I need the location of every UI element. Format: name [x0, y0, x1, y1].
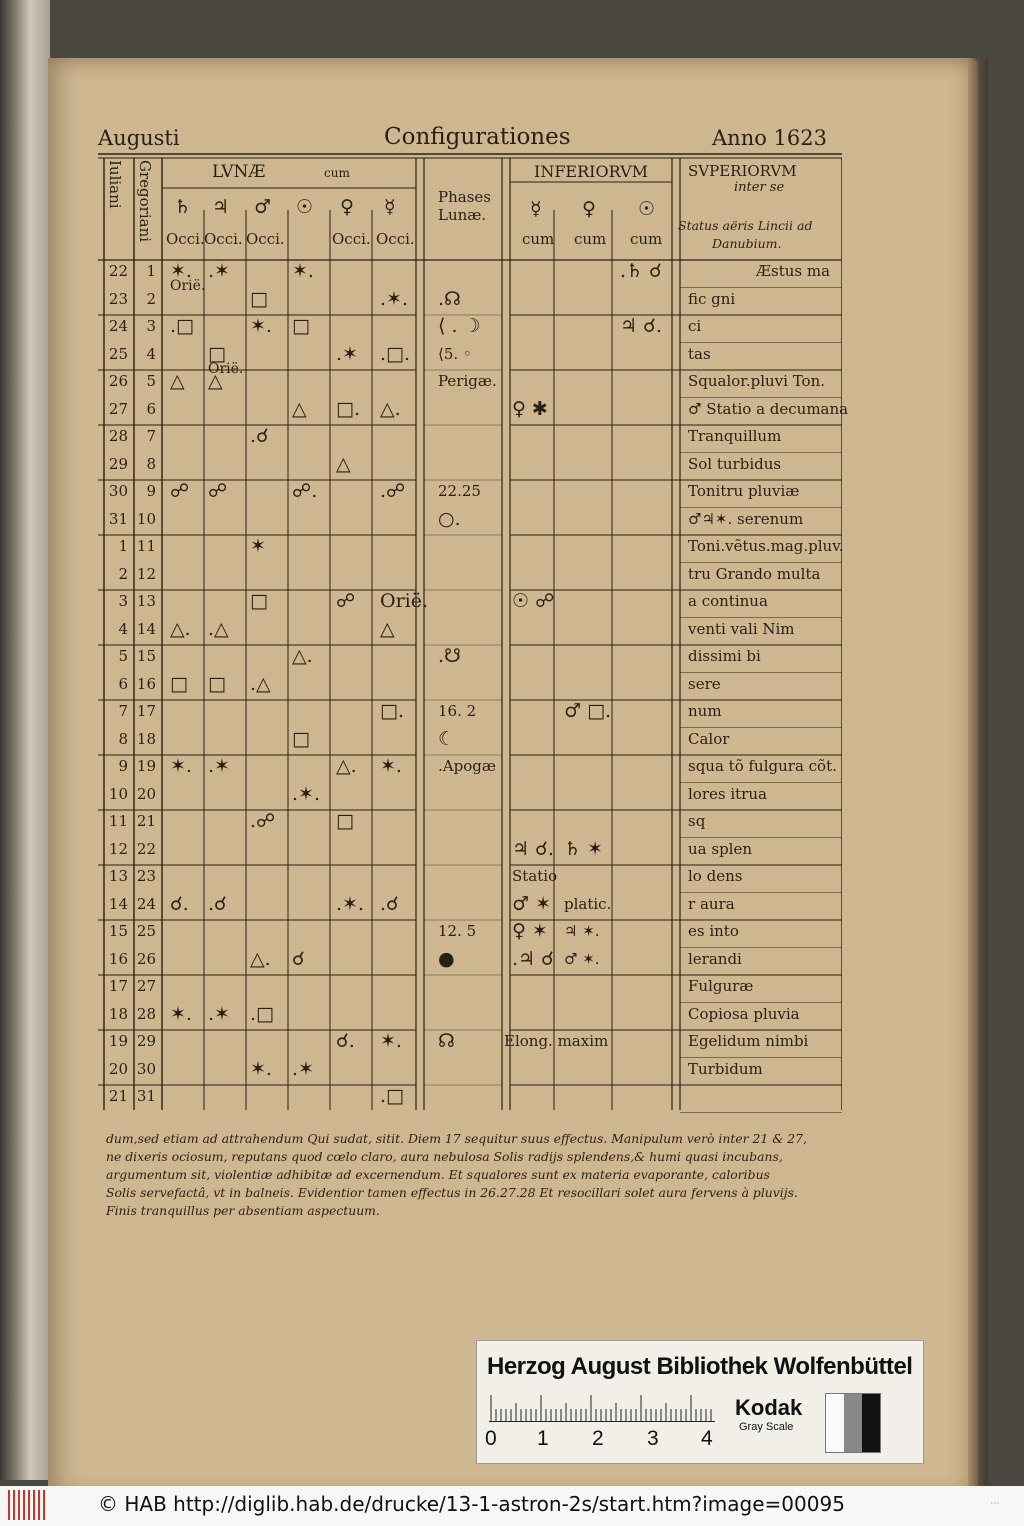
- lunar-aspect: .✶: [208, 1002, 230, 1025]
- planet-heading-5: ☿: [384, 196, 396, 218]
- gregoriani-day: 18: [136, 729, 156, 748]
- iuliani-day: 13: [108, 867, 128, 885]
- inferior-aspect: ♃ ☌.: [620, 315, 662, 337]
- lunar-aspect: △.: [250, 947, 271, 970]
- iuliani-day: 22: [108, 262, 128, 280]
- lunar-phase: ☾: [438, 727, 456, 750]
- inferior-aspect: ♃ ✶.: [564, 922, 600, 940]
- lunar-aspect: .△: [250, 672, 271, 695]
- inferiorum-label: INFERIORVM: [534, 162, 648, 181]
- lunar-aspect: △: [380, 617, 395, 640]
- lunar-phase: ●: [438, 947, 455, 970]
- col-gregoriani: [134, 160, 156, 260]
- iuliani-label: Iuliani: [106, 160, 124, 209]
- inferior-aspect: ♀ ✶: [512, 920, 548, 942]
- lunar-aspect: .☍: [250, 810, 276, 832]
- iuliani-day: 31: [108, 509, 128, 528]
- lunar-aspect: □: [292, 727, 310, 750]
- lunar-aspect: .✶: [336, 342, 358, 365]
- weather-note: fic gni: [688, 289, 736, 308]
- inferior-cum-label: cum: [574, 230, 607, 248]
- inferior-aspect: .♄ ☌: [620, 260, 662, 282]
- lunar-aspect: ✶.: [170, 1002, 192, 1025]
- lunar-phase: ☊: [438, 1030, 455, 1052]
- lunar-aspect: ☌: [292, 947, 305, 970]
- weather-note: venti vali Nim: [688, 619, 795, 638]
- lunar-aspect: .△: [208, 617, 229, 640]
- lunar-aspect: .✶.: [336, 892, 364, 915]
- weather-note: Fulguræ: [688, 977, 754, 995]
- gregoriani-day: 4: [146, 344, 156, 363]
- weather-note: a continua: [688, 592, 768, 610]
- inferior-aspect: ♂ ✶.: [564, 949, 600, 968]
- weather-note: ua splen: [688, 839, 753, 858]
- inferior-aspect: ♄ ✶: [564, 837, 603, 860]
- iuliani-day: 11: [108, 812, 128, 830]
- inferior-cum-label: cum: [522, 230, 555, 248]
- iuliani-day: 24: [108, 317, 128, 335]
- weather-note: Tranquillum: [688, 427, 782, 445]
- lunar-aspect: Orië.: [170, 278, 206, 294]
- gregoriani-day: 6: [146, 399, 156, 418]
- ruler-tick-label: 4: [701, 1427, 713, 1450]
- ruler-scale: [489, 1393, 715, 1422]
- lunar-phase: .☋: [438, 645, 461, 667]
- lunar-phase: ○.: [438, 507, 461, 530]
- lunar-aspect: □: [170, 672, 188, 695]
- gregoriani-day: 14: [136, 619, 156, 638]
- lunar-phase: .☊: [438, 287, 461, 310]
- gray-patch-mid: [844, 1394, 862, 1452]
- lunar-aspect: ☍: [208, 480, 228, 502]
- inferior-planet-heading: ☿: [530, 198, 542, 220]
- iuliani-day: 12: [108, 839, 128, 858]
- lunar-aspect: .☍: [380, 480, 406, 502]
- weather-note: es into: [688, 922, 739, 940]
- lunar-aspect: .☌: [208, 892, 227, 915]
- lunar-aspect: □: [208, 672, 226, 695]
- occi-label: Occi.: [376, 230, 415, 248]
- lunar-aspect: □: [336, 810, 354, 832]
- lunar-aspect: .✶.: [380, 287, 408, 310]
- weather-note: ♂ Statio a decumana: [688, 399, 849, 418]
- weather-note: Toni.vẽtus.mag.pluv.: [688, 537, 844, 555]
- inferior-planet-heading: ☉: [638, 198, 656, 220]
- gregoriani-day: 25: [136, 922, 156, 940]
- iuliani-day: 23: [108, 289, 128, 308]
- gregoriani-day: 10: [136, 509, 156, 528]
- gregoriani-day: 8: [146, 454, 156, 473]
- status-label-2: Danubium.: [712, 236, 782, 251]
- gregoriani-day: 27: [136, 977, 156, 995]
- kodak-logo: Kodak: [735, 1395, 803, 1420]
- gregoriani-day: 26: [136, 949, 156, 968]
- iuliani-day: 8: [118, 729, 128, 748]
- library-name: Herzog August Bibliothek Wolfenbüttel: [487, 1353, 913, 1380]
- copyright-link[interactable]: © HAB http://diglib.hab.de/drucke/13-1-astron-2s/start.htm?image=00095: [98, 1492, 845, 1516]
- lunar-phase: ⟨5. ◦: [438, 344, 472, 363]
- gregoriani-day: 21: [136, 812, 156, 830]
- lunar-aspect: Orië.: [208, 360, 244, 377]
- header-month: Augusti: [98, 126, 180, 150]
- iuliani-day: 20: [108, 1059, 128, 1078]
- lunar-aspect: Orië.: [380, 590, 429, 612]
- iuliani-day: 17: [108, 977, 128, 995]
- lunar-phase: ⟨ . ☽: [438, 315, 481, 337]
- gregoriani-day: 15: [136, 647, 156, 665]
- inferior-planet-heading: ♀: [582, 198, 596, 220]
- lunar-aspect: ☌.: [336, 1030, 355, 1052]
- inferior-aspect: ♀ ✱: [512, 397, 548, 420]
- gray-patch-white: [826, 1394, 844, 1452]
- iuliani-day: 10: [108, 784, 128, 803]
- gregoriani-day: 1: [146, 262, 156, 280]
- iuliani-day: 7: [118, 702, 128, 720]
- lunar-aspect: □: [208, 342, 226, 365]
- iuliani-day: 5: [118, 647, 128, 665]
- col-iuliani: [104, 160, 126, 260]
- gregoriani-day: 3: [146, 317, 156, 335]
- weather-note: squa tõ fulgura cõt.: [688, 757, 837, 775]
- lunar-aspect: .□.: [380, 342, 411, 365]
- lunar-aspect: △.: [336, 755, 357, 777]
- iuliani-day: 19: [108, 1032, 128, 1050]
- lunar-aspect: .✶.: [292, 782, 320, 805]
- gregoriani-day: 29: [136, 1032, 156, 1050]
- lunar-aspect: ✶.: [380, 1030, 402, 1052]
- weather-note: tru Grando multa: [688, 564, 821, 583]
- iuliani-day: 14: [108, 894, 128, 913]
- weather-note: sq: [688, 812, 706, 830]
- lunar-aspect: □: [292, 315, 310, 337]
- lunar-aspect: △.: [380, 397, 401, 420]
- lunar-phase: 16. 2: [438, 702, 477, 720]
- iuliani-day: 27: [108, 399, 128, 418]
- lunar-aspect: ✶.: [250, 1057, 272, 1080]
- iuliani-day: 9: [118, 757, 128, 775]
- lunar-aspect: ✶.: [380, 755, 402, 777]
- gregoriani-day: 31: [136, 1087, 156, 1105]
- ruler-tick-label: 1: [537, 1427, 549, 1450]
- inferior-aspect: platic.: [564, 894, 612, 913]
- gregoriani-day: 28: [136, 1004, 156, 1023]
- lunar-aspect: □.: [336, 397, 360, 420]
- lunar-aspect: .✶: [208, 755, 230, 777]
- lunar-phase: Perigæ.: [438, 372, 497, 390]
- iuliani-day: 21: [108, 1087, 128, 1105]
- planet-heading-1: ♃: [212, 196, 230, 218]
- inferior-aspect: ☉ ☍: [512, 590, 555, 612]
- lunar-aspect: △: [208, 370, 223, 392]
- gregoriani-day: 17: [136, 702, 156, 720]
- lunar-aspect: ✶.: [292, 260, 314, 282]
- footnote-line: ne dixeris ociosum, reputans quod cœlo claro, aura nebulosa Solis radijs splendens,& humi quasi incubans,: [106, 1149, 783, 1164]
- inferior-aspect: Statio: [512, 867, 558, 885]
- ruler-tick-label: 2: [592, 1427, 604, 1450]
- gregoriani-day: 12: [136, 564, 156, 583]
- iuliani-day: 29: [108, 454, 128, 473]
- occi-label: Occi.: [332, 230, 371, 248]
- weather-note: r aura: [688, 894, 735, 913]
- ruler-numbers: [485, 1427, 725, 1451]
- weather-note: lerandi: [688, 949, 742, 968]
- weather-note: Squalor.pluvi Ton.: [688, 372, 825, 390]
- lunar-aspect: .☌: [380, 892, 399, 915]
- weather-note: Copiosa pluvia: [688, 1004, 800, 1023]
- weather-note: Sol turbidus: [688, 454, 782, 473]
- gregoriani-day: 16: [136, 674, 156, 693]
- lunar-phase: 22.25: [438, 482, 481, 500]
- gregoriani-day: 2: [146, 289, 156, 308]
- iuliani-day: 6: [118, 674, 128, 693]
- weather-note: Tonitru pluviæ: [688, 482, 800, 500]
- header-year: Anno 1623: [712, 126, 827, 150]
- lunar-aspect: ✶.: [250, 315, 272, 337]
- weather-note: Egelidum nimbi: [688, 1032, 809, 1050]
- weather-note: dissimi bi: [688, 647, 761, 665]
- lunae-label: LVNÆ: [212, 162, 266, 182]
- lunar-aspect: △: [292, 397, 307, 420]
- page-shadow: [968, 58, 988, 1498]
- gregoriani-day: 22: [136, 839, 156, 858]
- footnote-line: argumentum sit, violentiæ adhibitæ ad excernendum. Et squalores sunt ex materia evaporante, caloribus: [106, 1167, 770, 1182]
- lunar-aspect: ✶: [250, 535, 266, 557]
- lunar-aspect: ☌.: [170, 892, 189, 915]
- inferior-aspect: .♃ ☌: [512, 947, 554, 970]
- inter-se-label: inter se: [734, 180, 785, 195]
- left-page-edge: [0, 0, 50, 1480]
- gregoriani-day: 9: [146, 482, 156, 500]
- gregoriani-day: 11: [136, 537, 156, 555]
- footnote-line: dum,sed etiam ad attrahendum Qui sudat, sitit. Diem 17 sequitur suus effectus. Manipulum verò inter 21 & 27,: [106, 1131, 807, 1146]
- gregoriani-day: 20: [136, 784, 156, 803]
- occi-label: Occi.: [246, 230, 285, 248]
- phases-lunae-label: Lunæ.: [438, 206, 487, 224]
- gregoriani-day: 19: [136, 757, 156, 775]
- lunar-aspect: .✶: [208, 260, 230, 282]
- lunar-aspect: △: [336, 452, 351, 475]
- iuliani-day: 30: [108, 482, 128, 500]
- hab-barcode-icon: [8, 1490, 46, 1520]
- lunar-aspect: ☍.: [292, 480, 318, 502]
- lunar-phase: .Apogæ: [438, 757, 496, 775]
- lunar-aspect: △.: [170, 617, 191, 640]
- gregoriani-day: 13: [136, 592, 156, 610]
- occi-label: Occi.: [204, 230, 243, 248]
- header-title: Configurationes: [384, 124, 571, 150]
- planet-heading-2: ♂: [254, 196, 272, 218]
- iuliani-day: 16: [108, 949, 128, 968]
- ruler-tick-label: 0: [485, 1427, 497, 1450]
- gray-scale-label: Gray Scale: [739, 1421, 794, 1433]
- iuliani-day: 18: [108, 1004, 128, 1023]
- occi-label: Occi.: [166, 230, 205, 248]
- lunar-aspect: □: [250, 287, 268, 310]
- lunar-aspect: ☍: [336, 590, 356, 612]
- lunar-phase: 12. 5: [438, 922, 477, 940]
- lunar-aspect: .☌: [250, 425, 269, 447]
- footnote-line: Solis servefactâ, vt in balneis. Evidentior tamen effectus in 26.27.28 Et resocillari solet aura fervens à pluvijs.: [106, 1185, 798, 1200]
- lunar-aspect: .□: [170, 315, 194, 337]
- gray-patch-black: [862, 1394, 880, 1452]
- iuliani-day: 26: [108, 372, 128, 390]
- lunar-aspect: △: [170, 370, 185, 392]
- iuliani-day: 1: [118, 537, 128, 555]
- lunar-aspect: .✶: [292, 1057, 314, 1080]
- gregoriani-day: 7: [146, 427, 156, 445]
- iuliani-day: 28: [108, 427, 128, 445]
- lunar-aspect: △.: [292, 645, 313, 667]
- inferior-cum-label: cum: [630, 230, 663, 248]
- weather-note: lo dens: [688, 867, 743, 885]
- inferior-aspect: ♃ ☌.: [512, 837, 554, 860]
- ruler-tick-label: 3: [647, 1427, 659, 1450]
- library-color-card: [476, 1340, 924, 1464]
- weather-note: ♂♃✶. serenum: [688, 509, 804, 528]
- gregoriani-day: 30: [136, 1059, 156, 1078]
- weather-note: lores itrua: [688, 784, 767, 803]
- footnote-line: Finis tranquillus per absentiam aspectuum.: [106, 1203, 380, 1218]
- lunar-aspect: ☍: [170, 480, 190, 502]
- iuliani-day: 2: [118, 564, 128, 583]
- iuliani-day: 25: [108, 344, 128, 363]
- gregoriani-day: 23: [136, 867, 156, 885]
- status-label-1: Status aëris Lincii ad: [678, 218, 813, 233]
- weather-note: sere: [688, 674, 721, 693]
- inferior-aspect: Elong. maxim: [504, 1032, 609, 1050]
- lunar-aspect: ✶.: [170, 260, 192, 282]
- gregoriani-day: 24: [136, 894, 156, 913]
- iuliani-day: 15: [108, 922, 128, 940]
- weather-note: tas: [688, 344, 711, 363]
- planet-heading-3: ☉: [296, 196, 314, 218]
- weather-note: Calor: [688, 729, 730, 748]
- weather-note: ci: [688, 317, 702, 335]
- weather-note: Turbidum: [688, 1059, 763, 1078]
- superiorum-label: SVPERIORVM: [688, 162, 797, 180]
- lunar-aspect: □: [250, 590, 268, 612]
- planet-heading-0: ♄: [174, 196, 192, 218]
- lunar-aspect: .□: [380, 1085, 404, 1107]
- gray-patches: [825, 1393, 881, 1453]
- inferior-aspect: ♂ □.: [564, 700, 612, 722]
- lunar-aspect: □.: [380, 700, 404, 722]
- weather-note: num: [688, 702, 722, 720]
- inferior-aspect: ♂ ✶: [512, 892, 551, 915]
- iuliani-day: 4: [118, 619, 128, 638]
- dots-icon: ⋯: [990, 1498, 1000, 1509]
- lunar-aspect: ✶.: [170, 755, 192, 777]
- iuliani-day: 3: [118, 592, 128, 610]
- gregoriani-label: Gregoriani: [136, 160, 154, 243]
- lunae-cum-label: cum: [324, 166, 350, 180]
- phases-label: Phases: [438, 188, 491, 206]
- planet-heading-4: ♀: [340, 196, 354, 218]
- weather-note: Æstus ma: [756, 262, 831, 280]
- gregoriani-day: 5: [146, 372, 156, 390]
- lunar-aspect: .□: [250, 1002, 274, 1025]
